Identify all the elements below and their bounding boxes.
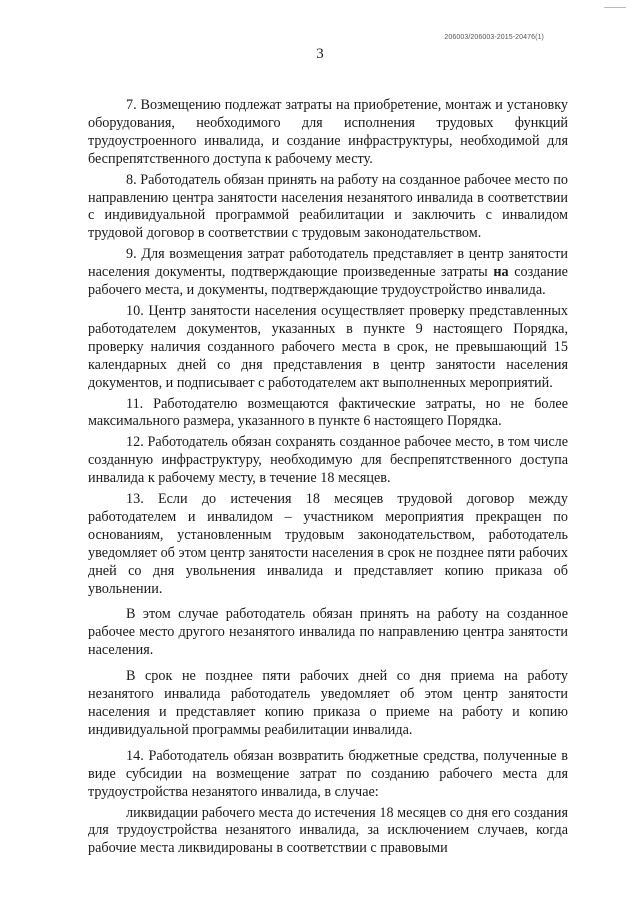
paragraph-7: 7. Возмещению подлежат затраты на приобретение, монтаж и установку оборудования, необходимого для исполнения трудовых функций трудоустроенного инвалида, и создание инфраструктуры, необходимой для беспрепятственного доступа к рабочему месту.	[88, 97, 568, 167]
document-body	[88, 97, 568, 858]
paragraph-8: 8. Работодатель обязан принять на работу на созданное рабочее место по направлению центра занятости населения незанятого инвалида в соответствии с индивидуальной программой реабилитации и заключить с инвалидом трудовой договор в соответствии с трудовым законодательством.	[88, 171, 568, 242]
paragraph-14: 14. Работодатель обязан возвратить бюджетные средства, полученные в виде субсидии на возмещение затрат по созданию рабочего места для трудоустройства незанятого инвалида, в случае:	[88, 747, 568, 800]
paragraph-10: 10. Центр занятости населения осуществляет проверку представленных работодателем документов, указанных в пункте 9 настоящего Порядка, проверку наличия созданного рабочего места в срок, не превышающий 15 календарных дней со дня представления в центр занятости населения документов, и подписывает с работодателем акт выполненных мероприятий.	[88, 302, 568, 391]
paragraph-11: 11. Работодателю возмещаются фактические затраты, но не более максимального размера, указанного в пункте 6 настоящего Порядка.	[88, 395, 568, 430]
paragraph-13: 13. Если до истечения 18 месяцев трудовой договор между работодателем и инвалидом – участником мероприятия прекращен по основаниям, установленным трудовым законодательством, работодатель уведомляет об этом центр занятости населения в срок не позднее пяти рабочих дней со дня увольнения инвалида и представляет копию приказа об увольнении.	[88, 491, 568, 597]
top-edge-rule	[604, 7, 626, 8]
paragraph-9-text-end: создание рабочего места, и документы, подтверждающие трудоустройство инвалида.	[88, 264, 568, 299]
document-code: 206003/206003-2015-20476(1)	[444, 34, 544, 41]
page-number: 3	[316, 46, 324, 62]
paragraph-14-case: ликвидации рабочего места до истечения 18 месяцев со дня его создания для трудоустройства незанятого инвалида, за исключением случаев, когда рабочие места ликвидированы в соответствии с правовыми	[88, 804, 568, 857]
paragraph-9-bold-word: на	[493, 264, 509, 281]
paragraph-13-notification: В срок не позднее пяти рабочих дней со дня приема на работу незанятого инвалида работодатель уведомляет об этом центр занятости населения и представляет копию приказа о приеме на работу и копию индивидуальной программы реабилитации инвалида.	[88, 668, 568, 738]
paragraph-9	[88, 246, 568, 300]
paragraph-9-text-start: 9. Для возмещения затрат работодатель представляет в центр занятости населения документы, подтверждающие произведенные затраты	[88, 246, 568, 281]
paragraph-12: 12. Работодатель обязан сохранять созданное рабочее место, в том числе созданную инфраструктуру, необходимую для беспрепятственного доступа инвалида к рабочему месту, в течение 18 месяцев.	[88, 434, 568, 487]
paragraph-13-replacement: В этом случае работодатель обязан принять на работу на созданное рабочее место другого незанятого инвалида по направлению центра занятости населения.	[88, 606, 568, 659]
